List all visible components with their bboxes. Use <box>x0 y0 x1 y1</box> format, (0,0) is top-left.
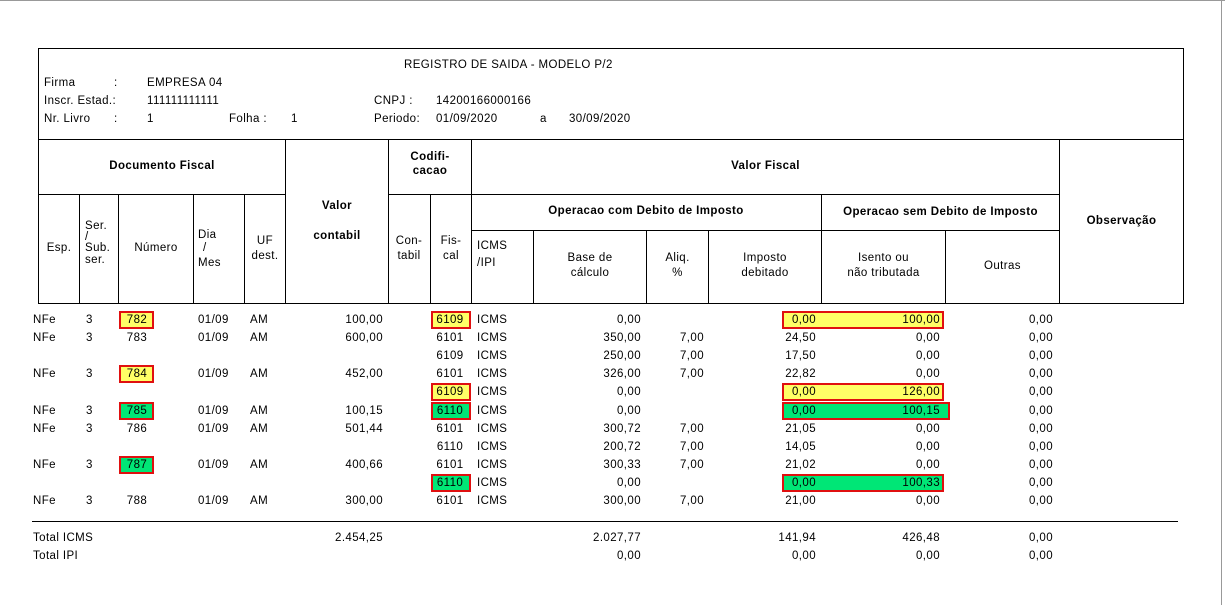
header-right-border <box>1183 48 1184 304</box>
firma-value: EMPRESA 04 <box>147 77 223 89</box>
row-ser: 3 <box>86 405 93 417</box>
row-icms: ICMS <box>477 314 508 326</box>
row-uf: AM <box>250 423 269 435</box>
row-fiscal: 6101 <box>436 495 464 507</box>
row-icms: ICMS <box>477 477 508 489</box>
row-aliq: 7,00 <box>680 350 704 362</box>
periodo-inicio: 01/09/2020 <box>436 113 498 125</box>
row-uf: AM <box>250 332 269 344</box>
row-fiscal: 6110 <box>436 405 464 417</box>
row-isento: 100,33 <box>902 477 940 489</box>
header-aliq-1: Aliq. <box>665 252 690 264</box>
row-valor: 452,00 <box>345 368 383 380</box>
row-uf: AM <box>250 405 269 417</box>
row-aliq: 7,00 <box>680 495 704 507</box>
total-label: Total IPI <box>33 550 79 562</box>
row-dia: 01/09 <box>198 459 229 471</box>
row-aliq: 7,00 <box>680 459 704 471</box>
row-imposto: 22,82 <box>785 368 816 380</box>
header-dia-1: Dia <box>198 229 217 241</box>
header-uf-1: UF <box>256 235 274 247</box>
row-fiscal: 6101 <box>436 423 464 435</box>
page-top-edge <box>0 0 1225 1</box>
header-contabil-1: Con- <box>395 235 423 247</box>
header-fiscal-2: cal <box>443 250 459 262</box>
row-outras: 0,00 <box>1029 477 1053 489</box>
row-fiscal: 6110 <box>436 441 464 453</box>
row-esp: NFe <box>33 368 56 380</box>
row-ser: 3 <box>86 332 93 344</box>
header-base-2: cálculo <box>570 267 610 279</box>
row-outras: 0,00 <box>1029 423 1053 435</box>
header-contabil-2: tabil <box>397 250 421 262</box>
livro-value: 1 <box>147 113 154 125</box>
header-isento-1: Isento ou <box>858 252 909 264</box>
total-imposto: 0,00 <box>792 550 816 562</box>
header-aliq-2: % <box>672 267 683 279</box>
header-op-sem-debito: Operacao sem Debito de Imposto <box>843 206 1038 218</box>
row-dia: 01/09 <box>198 405 229 417</box>
row-numero: 783 <box>126 332 148 344</box>
row-base: 350,00 <box>603 332 641 344</box>
row-outras: 0,00 <box>1029 314 1053 326</box>
row-dia: 01/09 <box>198 495 229 507</box>
row-icms: ICMS <box>477 368 508 380</box>
grid-line <box>38 139 1184 140</box>
row-valor: 501,44 <box>345 423 383 435</box>
header-numero: Número <box>134 242 178 254</box>
header-documento-fiscal: Documento Fiscal <box>109 160 215 172</box>
row-base: 200,72 <box>603 441 641 453</box>
row-ser: 3 <box>86 423 93 435</box>
total-valor: 2.454,25 <box>335 532 383 544</box>
row-base: 300,33 <box>603 459 641 471</box>
row-esp: NFe <box>33 405 56 417</box>
total-isento: 0,00 <box>916 550 940 562</box>
periodo-label: Periodo: <box>374 113 421 125</box>
row-isento: 0,00 <box>916 495 940 507</box>
row-fiscal: 6101 <box>436 459 464 471</box>
header-valor-fiscal: Valor Fiscal <box>731 160 800 172</box>
row-icms: ICMS <box>477 350 508 362</box>
row-isento: 126,00 <box>902 386 940 398</box>
row-numero: 782 <box>126 314 148 326</box>
header-ser-3: Sub. <box>85 242 111 254</box>
grid-line <box>388 139 389 304</box>
row-aliq: 7,00 <box>680 368 704 380</box>
row-esp: NFe <box>33 314 56 326</box>
row-icms: ICMS <box>477 423 508 435</box>
row-imposto: 24,50 <box>785 332 816 344</box>
row-aliq: 7,00 <box>680 423 704 435</box>
grid-line <box>471 194 1060 195</box>
row-outras: 0,00 <box>1029 405 1053 417</box>
header-left-border <box>38 48 39 304</box>
row-dia: 01/09 <box>198 314 229 326</box>
header-op-com-debito: Operacao com Debito de Imposto <box>548 205 744 217</box>
grid-line <box>430 194 431 304</box>
row-valor: 100,00 <box>345 314 383 326</box>
row-valor: 100,15 <box>345 405 383 417</box>
header-base-1: Base de <box>567 252 613 264</box>
row-numero: 786 <box>126 423 148 435</box>
row-outras: 0,00 <box>1029 459 1053 471</box>
row-outras: 0,00 <box>1029 441 1053 453</box>
total-base: 2.027,77 <box>593 532 641 544</box>
row-base: 300,72 <box>603 423 641 435</box>
row-numero: 784 <box>126 368 148 380</box>
row-icms: ICMS <box>477 332 508 344</box>
header-icms-ipi-2: /IPI <box>477 257 496 269</box>
row-outras: 0,00 <box>1029 368 1053 380</box>
grid-line <box>471 230 1060 231</box>
total-outras: 0,00 <box>1029 550 1053 562</box>
grid-line <box>38 194 286 195</box>
report-title: REGISTRO DE SAIDA - MODELO P/2 <box>404 59 613 71</box>
row-valor: 400,66 <box>345 459 383 471</box>
header-dia-3: Mes <box>198 257 221 269</box>
row-dia: 01/09 <box>198 368 229 380</box>
row-imposto: 0,00 <box>792 405 816 417</box>
row-isento: 100,15 <box>902 405 940 417</box>
row-outras: 0,00 <box>1029 332 1053 344</box>
header-ser-2: / <box>85 231 89 243</box>
row-numero: 788 <box>126 495 148 507</box>
row-imposto: 21,05 <box>785 423 816 435</box>
row-base: 250,00 <box>603 350 641 362</box>
header-fiscal-1: Fis- <box>440 235 462 247</box>
firma-colon: : <box>114 77 118 89</box>
row-fiscal: 6109 <box>436 350 464 362</box>
totals-separator <box>32 521 1178 522</box>
row-uf: AM <box>250 495 269 507</box>
row-imposto: 0,00 <box>792 386 816 398</box>
firma-label: Firma <box>44 77 76 89</box>
row-isento: 0,00 <box>916 350 940 362</box>
livro-label: Nr. Livro <box>44 113 91 125</box>
row-aliq: 7,00 <box>680 332 704 344</box>
row-imposto: 21,02 <box>785 459 816 471</box>
header-top-border <box>38 48 1184 49</box>
folha-label: Folha : <box>229 113 267 125</box>
row-fiscal: 6110 <box>436 477 464 489</box>
row-uf: AM <box>250 459 269 471</box>
row-base: 0,00 <box>617 314 641 326</box>
grid-line <box>38 303 1184 304</box>
inscr-value: 111111111111 <box>147 95 220 107</box>
header-dia-2: / <box>203 242 207 254</box>
row-icms: ICMS <box>477 386 508 398</box>
row-outras: 0,00 <box>1029 350 1053 362</box>
header-ser-1: Ser. <box>85 220 108 232</box>
cnpj-label: CNPJ : <box>374 95 413 107</box>
row-imposto: 0,00 <box>792 314 816 326</box>
grid-line <box>244 194 245 304</box>
row-aliq: 7,00 <box>680 441 704 453</box>
row-icms: ICMS <box>477 441 508 453</box>
row-base: 0,00 <box>617 477 641 489</box>
row-numero: 787 <box>126 459 148 471</box>
row-dia: 01/09 <box>198 423 229 435</box>
header-codif-1: Codifi- <box>410 151 450 163</box>
row-icms: ICMS <box>477 405 508 417</box>
row-fiscal: 6109 <box>436 386 464 398</box>
header-uf-2: dest. <box>251 250 279 262</box>
total-label: Total ICMS <box>33 532 94 544</box>
row-imposto: 0,00 <box>792 477 816 489</box>
header-isento-2: não tributada <box>847 267 920 279</box>
row-isento: 0,00 <box>916 459 940 471</box>
row-base: 326,00 <box>603 368 641 380</box>
header-valor-1: Valor <box>321 200 353 212</box>
row-fiscal: 6109 <box>436 314 464 326</box>
row-esp: NFe <box>33 423 56 435</box>
header-observacao: Observação <box>1086 215 1157 227</box>
row-numero: 785 <box>126 405 148 417</box>
row-valor: 600,00 <box>345 332 383 344</box>
row-fiscal: 6101 <box>436 332 464 344</box>
row-base: 300,00 <box>603 495 641 507</box>
cnpj-value: 14200166000166 <box>436 95 532 107</box>
periodo-a: a <box>540 113 547 125</box>
livro-colon: : <box>114 113 118 125</box>
total-base: 0,00 <box>617 550 641 562</box>
row-outras: 0,00 <box>1029 386 1053 398</box>
row-icms: ICMS <box>477 459 508 471</box>
total-outras: 0,00 <box>1029 532 1053 544</box>
row-isento: 0,00 <box>916 368 940 380</box>
header-ser-4: ser. <box>85 254 106 266</box>
row-uf: AM <box>250 314 269 326</box>
page-right-edge <box>1221 0 1222 605</box>
row-fiscal: 6101 <box>436 368 464 380</box>
header-valor-2: contabil <box>313 230 361 242</box>
row-dia: 01/09 <box>198 332 229 344</box>
header-esp: Esp. <box>46 242 72 254</box>
row-ser: 3 <box>86 495 93 507</box>
row-esp: NFe <box>33 459 56 471</box>
header-icms-ipi-1: ICMS <box>477 240 508 252</box>
row-isento: 100,00 <box>902 314 940 326</box>
row-valor: 300,00 <box>345 495 383 507</box>
row-base: 0,00 <box>617 386 641 398</box>
row-esp: NFe <box>33 495 56 507</box>
row-isento: 0,00 <box>916 332 940 344</box>
header-codif-2: cacao <box>412 165 448 177</box>
row-ser: 3 <box>86 459 93 471</box>
row-icms: ICMS <box>477 495 508 507</box>
header-outras: Outras <box>984 260 1021 272</box>
row-isento: 0,00 <box>916 423 940 435</box>
row-isento: 0,00 <box>916 441 940 453</box>
row-imposto: 17,50 <box>785 350 816 362</box>
row-outras: 0,00 <box>1029 495 1053 507</box>
header-imposto-1: Imposto <box>743 252 787 264</box>
total-imposto: 141,94 <box>778 532 816 544</box>
row-ser: 3 <box>86 314 93 326</box>
row-imposto: 21,00 <box>785 495 816 507</box>
row-esp: NFe <box>33 332 56 344</box>
header-imposto-2: debitado <box>741 267 789 279</box>
periodo-fim: 30/09/2020 <box>569 113 631 125</box>
row-base: 0,00 <box>617 405 641 417</box>
row-ser: 3 <box>86 368 93 380</box>
row-uf: AM <box>250 368 269 380</box>
row-imposto: 14,05 <box>785 441 816 453</box>
folha-value: 1 <box>291 113 298 125</box>
total-isento: 426,48 <box>902 532 940 544</box>
inscr-label: Inscr. Estad.: <box>44 95 117 107</box>
